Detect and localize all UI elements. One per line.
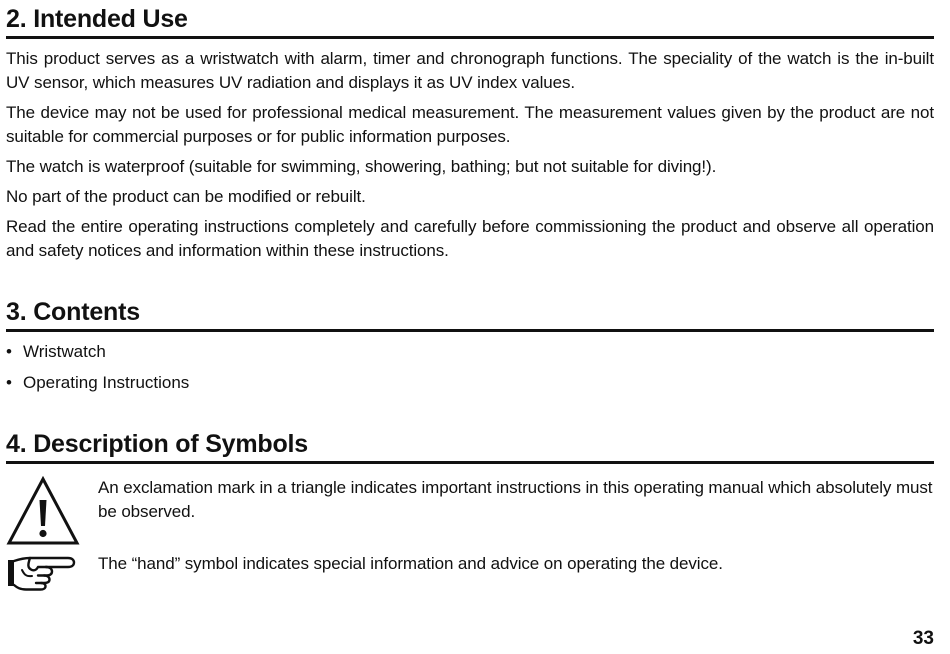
paragraph: The watch is waterproof (suitable for swimming, showering, bathing; but not suitable for diving!). bbox=[6, 157, 717, 176]
list-item-label: Wristwatch bbox=[23, 342, 106, 361]
bullet: • bbox=[6, 373, 12, 392]
contents-list bbox=[6, 340, 934, 395]
heading-intended-use: 2. Intended Use bbox=[6, 0, 934, 39]
paragraph: The device may not be used for professional medical measurement. The measurement values given by the product are not suitable for commercial purposes or for public information purposes. bbox=[6, 103, 934, 146]
list-item bbox=[6, 340, 934, 364]
section-contents bbox=[6, 293, 934, 395]
heading-symbols: 4. Description of Symbols bbox=[6, 425, 934, 464]
symbol-row-warning bbox=[6, 476, 934, 548]
bullet: • bbox=[6, 342, 12, 361]
hand-symbol-description: The “hand” symbol indicates special information and advice on operating the device. bbox=[98, 554, 723, 573]
page-number: 33 bbox=[912, 628, 934, 649]
paragraph: This product serves as a wristwatch with alarm, timer and chronograph functions. The speciality of the watch is the in-built UV sensor, which measures UV radiation and displays it as UV index values. bbox=[6, 49, 934, 92]
list-item-label: Operating Instructions bbox=[23, 373, 190, 392]
warning-triangle-icon bbox=[6, 476, 80, 551]
pointing-hand-icon bbox=[6, 552, 80, 597]
symbol-row-hand bbox=[6, 552, 934, 592]
warning-symbol-description: An exclamation mark in a triangle indicates important instructions in this operating manual which absolutely must be observed. bbox=[98, 478, 933, 521]
section-symbols bbox=[6, 425, 934, 592]
list-item bbox=[6, 371, 934, 395]
paragraph: No part of the product can be modified or rebuilt. bbox=[6, 187, 366, 206]
paragraph: Read the entire operating instructions completely and carefully before commissioning the product and observe all operation and safety notices and information within these instructions. bbox=[6, 217, 934, 260]
section-intended-use bbox=[6, 0, 934, 263]
manual-page bbox=[6, 0, 934, 592]
heading-contents: 3. Contents bbox=[6, 293, 934, 332]
